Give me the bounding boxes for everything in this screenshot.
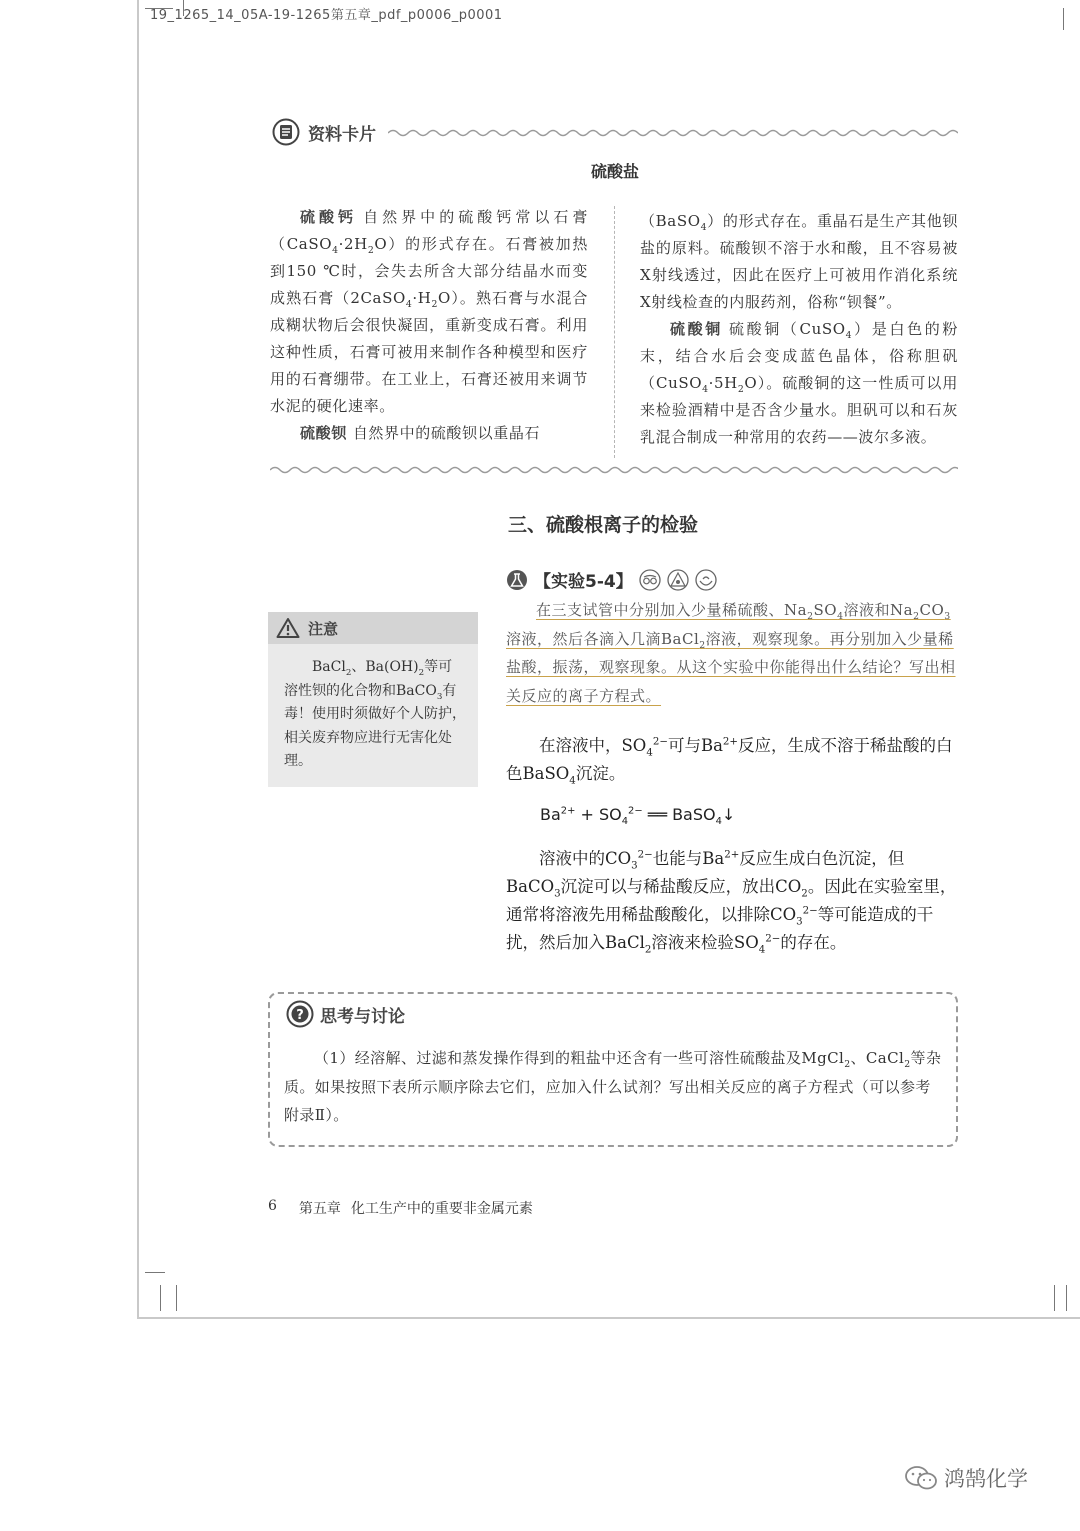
- document-icon: [272, 118, 300, 146]
- paragraph: BaCl$_2$、$Ba(OH)_2$等可溶性钡的化合物和BaCO$_3$有毒！使用时须做好个人防护，相关废弃物应进行无害化处理。: [284, 659, 466, 769]
- page-footer: [268, 1198, 533, 1218]
- keyword-barium-sulfate: 硫酸钡: [300, 424, 347, 442]
- flask-icon: [506, 569, 528, 591]
- chapter-title: 化工生产中的重要非金属元素: [350, 1201, 533, 1217]
- paragraph: （1）经溶解、过滤和蒸发操作得到的粗盐中还含有一些可溶性硫酸盐及MgCl$_2$、CaCl$_2$等杂质。如果按照下表所示顺序除去它们，应加入什么试剂？写出相关反应的离子方程式（可以参考附录Ⅱ）。: [284, 1049, 942, 1124]
- paragraph: 溶液中的$CO_3^{2-}$也能与$Ba^{2+}$反应生成白色沉淀，但BaCO$_3$沉淀可以与稀盐酸反应，放出$CO_2$。因此在实验室里，通常将溶液先用稀盐酸酸化，以排除$CO_3^{2-}$等可能造成的干扰，然后加入BaCl$_2$溶液来检验$SO_4^{2-}$的存在。: [506, 849, 957, 956]
- watermark-text: 鸿鹄化学: [944, 1467, 1028, 1491]
- note-body: [284, 656, 466, 774]
- warning-icon: [276, 617, 300, 639]
- section-title: 三、硫酸根离子的检验: [508, 514, 699, 536]
- crop-mark: [1063, 8, 1064, 30]
- question-icon: [286, 1000, 314, 1028]
- card-top-divider: [388, 128, 958, 138]
- main-text-1: [506, 732, 958, 788]
- paragraph: 自然界中的硫酸钙常以石膏$(CaSO_4\cdot 2H_2O)$的形式存在。石膏被加热到150 ℃时，会失去所含大部分结晶水而变成熟石膏$(2CaSO_4\cdot H_2O)$。熟石膏与水混合成糊状物后会很快凝固，重新变成石膏。利用这种性质，石膏可被用来制作各种模型和医疗用的石膏绷带。在工业上，石膏还被用来调节水泥的硬化速率。: [270, 208, 588, 415]
- experiment-header: [506, 567, 717, 592]
- paragraph: 在三支试管中分别加入少量稀硫酸、$Na_2SO_4$溶液和$Na_2CO_3$溶液，然后各滴入几滴BaCl$_2$溶液，观察现象。再分别加入少量稀盐酸，振荡，观察现象。从这个实验中你能得出什么结论？写出相关反应的离子方程式。: [506, 601, 956, 705]
- chapter-number: 第五章: [298, 1201, 341, 1217]
- experiment-title: 【实验5-4】: [534, 572, 633, 592]
- crop-mark: [145, 1272, 165, 1273]
- goggles-icon: [639, 569, 661, 591]
- toxic-hazard-icon: [667, 569, 689, 591]
- ionic-equation: $Ba^{2+} + SO_4^{2-}$ ══ BaSO$_4$↓: [540, 805, 736, 828]
- note-header: [268, 612, 478, 644]
- paragraph: 自然界中的硫酸钡以重晶石: [352, 424, 541, 442]
- think-discuss-title: 思考与讨论: [320, 1006, 405, 1027]
- card-title: 资料卡片: [308, 124, 376, 145]
- note-title: 注意: [308, 619, 339, 638]
- page-left-border: [137, 0, 139, 1318]
- card-bottom-divider: [270, 465, 958, 475]
- page-number: 6: [268, 1198, 277, 1214]
- card-left-column: [270, 204, 588, 447]
- paragraph: 在溶液中，$SO_4^{2-}$可与$Ba^{2+}$反应，生成不溶于稀盐酸的白色BaSO$_4$沉淀。: [506, 736, 953, 787]
- keyword-calcium-sulfate: 硫酸钙: [300, 208, 358, 226]
- hand-wash-icon: [695, 569, 717, 591]
- paragraph: （BaSO$_4$）的形式存在。重晶石是生产其他钡盐的原料。硫酸钡不溶于水和酸，且不容易被X射线透过，因此在医疗上可被用作消化系统X射线检查的内服药剂，俗称“钡餐”。: [640, 212, 958, 311]
- scan-header: 19_1265_14_05A-19-1265第五章_pdf_p0006_p0001: [150, 8, 503, 23]
- experiment-body: [506, 596, 958, 710]
- wechat-icon: [904, 1465, 938, 1491]
- crop-mark: [176, 1285, 177, 1311]
- main-text-2: [506, 845, 958, 957]
- card-header: [272, 118, 376, 146]
- think-discuss-body: [284, 1044, 944, 1130]
- paragraph: 硫酸铜（CuSO$_4$）是白色的粉末，结合水后会变成蓝色晶体，俗称胆矾$(CuSO_4\cdot 5H_2O)$。硫酸铜的这一性质可以用来检验酒精中是否含少量水。胆矾可以和石灰乳混合制成一种常用的农药——波尔多液。: [640, 320, 958, 446]
- card-subtitle: 硫酸盐: [590, 162, 639, 181]
- watermark: [904, 1463, 1028, 1493]
- column-divider: [614, 206, 615, 458]
- crop-mark: [160, 1285, 161, 1311]
- page-bottom-border: [137, 1317, 1080, 1319]
- keyword-copper-sulfate: 硫酸铜: [670, 320, 723, 338]
- card-right-column: [640, 208, 958, 451]
- crop-mark: [1054, 1285, 1055, 1311]
- think-discuss-header: [286, 1000, 405, 1028]
- crop-mark: [1066, 1285, 1067, 1311]
- svg-text:?: ?: [296, 1008, 304, 1023]
